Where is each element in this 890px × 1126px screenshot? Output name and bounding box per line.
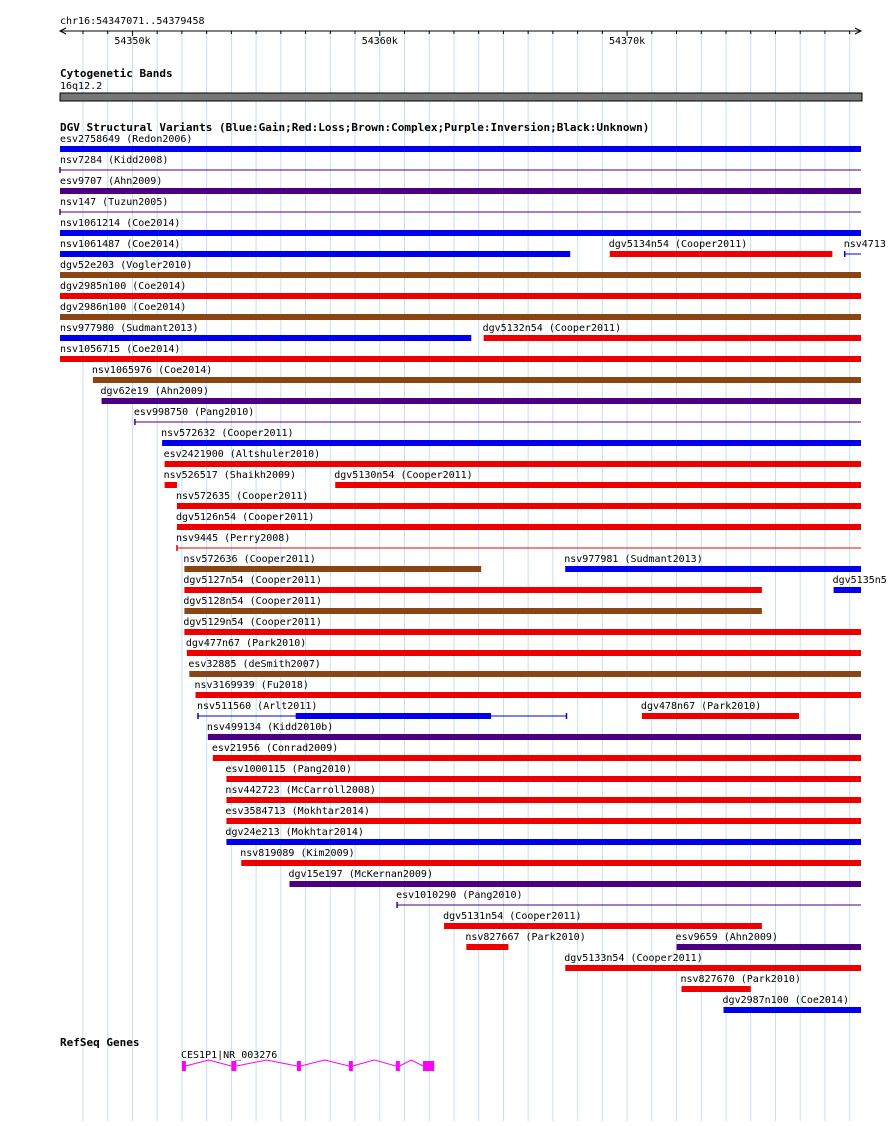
sv-bar[interactable]	[177, 524, 861, 530]
sv-bar[interactable]	[226, 839, 861, 845]
sv-bar[interactable]	[60, 230, 861, 236]
sv-label[interactable]: dgv5131n54 (Cooper2011)	[443, 911, 582, 922]
gene-exon[interactable]	[182, 1061, 186, 1071]
sv-bar[interactable]	[196, 692, 861, 698]
sv-bar[interactable]	[834, 587, 861, 593]
sv-bar[interactable]	[296, 713, 491, 719]
sv-label[interactable]: dgv52e203 (Vogler2010)	[60, 260, 193, 271]
sv-label[interactable]: dgv62e19 (Ahn2009)	[100, 386, 209, 397]
sv-bar[interactable]	[565, 566, 861, 572]
sv-bar[interactable]	[60, 356, 861, 362]
sv-label[interactable]: dgv15e197 (McKernan2009)	[288, 869, 433, 880]
cytoband-label: 16q12.2	[60, 81, 103, 92]
sv-label[interactable]: nsv572632 (Cooper2011)	[161, 428, 294, 439]
sv-bar[interactable]	[724, 1007, 861, 1013]
gene-exon[interactable]	[231, 1061, 236, 1071]
sv-bar[interactable]	[241, 860, 861, 866]
sv-label[interactable]: nsv827670 (Park2010)	[680, 974, 801, 985]
sv-label[interactable]: dgv5128n54 (Cooper2011)	[183, 596, 322, 607]
sv-bar[interactable]	[184, 566, 481, 572]
sv-bar[interactable]	[60, 272, 861, 278]
sv-bar[interactable]	[681, 986, 750, 992]
sv-bar[interactable]	[565, 965, 861, 971]
sv-label[interactable]: nsv572636 (Cooper2011)	[183, 554, 316, 565]
sv-label[interactable]: esv9659 (Ahn2009)	[675, 932, 778, 943]
sv-bar[interactable]	[102, 398, 861, 404]
ruler-tick-label: 54370k	[609, 36, 646, 47]
sv-bar[interactable]	[165, 461, 861, 467]
sv-bar[interactable]	[226, 797, 861, 803]
sv-label[interactable]: esv2421900 (Altshuler2010)	[163, 449, 321, 460]
dgv-track[interactable]	[60, 121, 887, 1013]
refseq-track-title: RefSeq Genes	[60, 1036, 140, 1049]
sv-bar[interactable]	[610, 251, 833, 257]
sv-label[interactable]: nsv1061214 (Coe2014)	[60, 218, 181, 229]
sv-label[interactable]: dgv2986n100 (Coe2014)	[60, 302, 187, 313]
sv-label[interactable]: esv9707 (Ahn2009)	[60, 176, 163, 187]
gene-exon[interactable]	[423, 1061, 434, 1071]
sv-label[interactable]: dgv2987n100 (Coe2014)	[722, 995, 849, 1006]
sv-bar[interactable]	[226, 818, 861, 824]
sv-bar[interactable]	[60, 314, 861, 320]
sv-label[interactable]: dgv5126n54 (Cooper2011)	[175, 512, 315, 523]
sv-label[interactable]: nsv572635 (Cooper2011)	[175, 491, 309, 502]
sv-bar[interactable]	[162, 440, 861, 446]
sv-label[interactable]: nsv827667 (Park2010)	[465, 932, 586, 943]
sv-bar[interactable]	[677, 944, 861, 950]
sv-label[interactable]: nsv526517 (Shaikh2009)	[163, 470, 297, 481]
dgv-track-title: DGV Structural Variants (Blue:Gain;Red:Loss;Brown:Complex;Purple:Inversion;Black:Unknown)	[60, 121, 650, 134]
gene-intron	[301, 1060, 349, 1066]
sv-label[interactable]: dgv5129n54 (Cooper2011)	[183, 617, 322, 628]
sv-label[interactable]: dgv478n67 (Park2010)	[640, 701, 762, 712]
sv-label[interactable]: dgv5130n54 (Cooper2011)	[334, 470, 473, 481]
sv-label[interactable]: nsv977981 (Sudmant2013)	[564, 554, 703, 565]
sv-label[interactable]: dgv5134n54 (Cooper2011)	[608, 239, 748, 250]
sv-label[interactable]: nsv3169939 (Fu2018)	[194, 680, 309, 691]
sv-bar[interactable]	[60, 251, 570, 257]
sv-label[interactable]: nsv1056715 (Coe2014)	[60, 344, 181, 355]
sv-label[interactable]: nsv819089 (Kim2009)	[240, 848, 355, 859]
sv-bar[interactable]	[484, 335, 861, 341]
gene-exon[interactable]	[349, 1061, 353, 1071]
sv-bar[interactable]	[184, 629, 861, 635]
sv-label[interactable]: dgv5132n54 (Cooper2011)	[482, 323, 622, 334]
sv-bar[interactable]	[335, 482, 861, 488]
sv-bar[interactable]	[165, 482, 177, 488]
sv-label[interactable]: nsv499134 (Kidd2010b)	[206, 722, 334, 733]
ruler-tick-label: 54350k	[114, 36, 151, 47]
sv-label[interactable]: esv1000115 (Pang2010)	[225, 764, 352, 775]
gene-intron	[400, 1060, 423, 1066]
sv-bar[interactable]	[184, 608, 761, 614]
gene-exon[interactable]	[396, 1061, 400, 1071]
gene-label[interactable]: CES1P1|NR_003276	[181, 1050, 278, 1061]
sv-label[interactable]: dgv5133n54 (Cooper2011)	[564, 953, 703, 964]
sv-bar[interactable]	[444, 923, 762, 929]
cytoband-track-title: Cytogenetic Bands	[60, 67, 173, 80]
gene-intron	[353, 1060, 396, 1066]
sv-label[interactable]: nsv7284 (Kidd2008)	[60, 155, 169, 166]
sv-bar[interactable]	[184, 587, 761, 593]
sv-bar[interactable]	[177, 503, 861, 509]
sv-label[interactable]: esv21956 (Conrad2009)	[211, 743, 339, 754]
sv-label[interactable]: nsv511560 (Arlt2011)	[196, 701, 318, 712]
sv-bar[interactable]	[60, 335, 471, 341]
sv-bar[interactable]	[226, 776, 861, 782]
sv-label[interactable]: nsv1065976 (Coe2014)	[91, 365, 213, 376]
sv-bar[interactable]	[189, 671, 861, 677]
sv-label[interactable]: dgv2985n100 (Coe2014)	[60, 281, 187, 292]
gene-exon[interactable]	[297, 1061, 301, 1071]
sv-label[interactable]: nsv442723 (McCarroll2008)	[225, 785, 376, 796]
sv-bar[interactable]	[60, 146, 861, 152]
sv-label[interactable]: esv1010290 (Pang2010)	[396, 890, 523, 901]
cytoband-bar[interactable]	[60, 93, 862, 101]
cytoband-track[interactable]	[60, 67, 862, 101]
sv-label[interactable]: nsv9445 (Perry2008)	[175, 533, 291, 544]
sv-bar[interactable]	[466, 944, 508, 950]
sv-bar[interactable]	[60, 188, 861, 194]
sv-label[interactable]: dgv5135n5	[832, 575, 887, 586]
sv-label[interactable]: dgv477n67 (Park2010)	[185, 638, 307, 649]
refseq-track[interactable]	[60, 1036, 434, 1071]
sv-bar[interactable]	[213, 755, 861, 761]
ruler-tick-label: 54360k	[361, 36, 398, 47]
sv-label[interactable]: dgv5127n54 (Cooper2011)	[183, 575, 322, 586]
sv-bar[interactable]	[642, 713, 799, 719]
sv-label[interactable]: nsv147 (Tuzun2005)	[60, 197, 169, 208]
sv-label[interactable]: nsv1061487 (Coe2014)	[60, 239, 181, 250]
sv-bar[interactable]	[60, 293, 861, 299]
ruler	[60, 16, 861, 47]
position-label: chr16:54347071..54379458	[60, 16, 205, 27]
sv-label[interactable]: esv998750 (Pang2010)	[133, 407, 255, 418]
sv-label[interactable]: nsv977980 (Sudmant2013)	[60, 323, 199, 334]
sv-label[interactable]: esv32885 (deSmith2007)	[188, 659, 321, 670]
sv-label[interactable]: esv3584713 (Mokhtar2014)	[225, 806, 370, 817]
sv-label[interactable]: esv2758649 (Redon2006)	[60, 134, 193, 145]
sv-bar[interactable]	[187, 650, 861, 656]
sv-bar[interactable]	[208, 734, 861, 740]
sv-bar[interactable]	[93, 377, 861, 383]
sv-bar[interactable]	[289, 881, 861, 887]
sv-label[interactable]: nsv4713	[843, 239, 886, 250]
sv-label[interactable]: dgv24e213 (Mokhtar2014)	[225, 827, 364, 838]
